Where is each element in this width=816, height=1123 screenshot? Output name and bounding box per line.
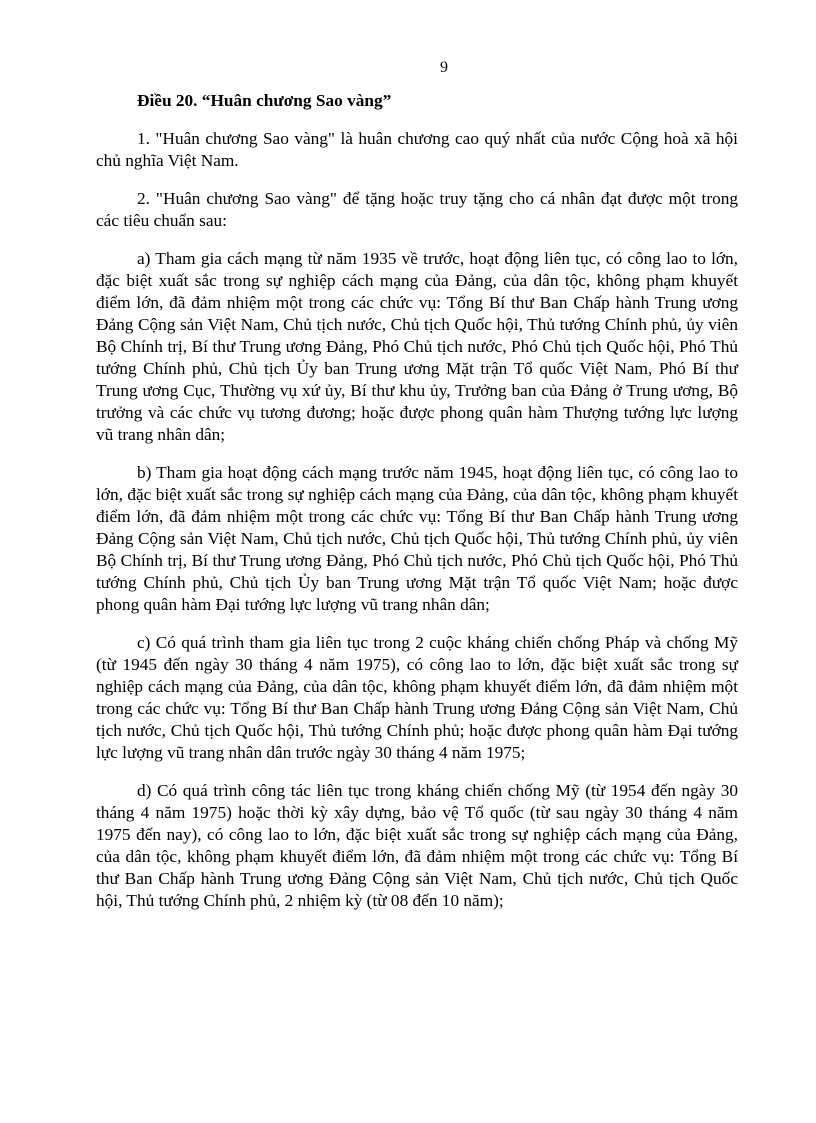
article-title: Điều 20. “Huân chương Sao vàng” — [137, 91, 392, 110]
criterion-d: d) Có quá trình công tác liên tục trong kháng chiến chống Mỹ (từ 1954 đến ngày 30 tháng 4 năm 1975) hoặc thời kỳ xây dựng, bảo vệ Tổ quốc (từ sau ngày 30 tháng 4 năm 1975 đến nay), có công lao to lớn, đặc biệt xuất sắc trong sự nghiệp cách mạng của Đảng, của dân tộc, không phạm khuyết điểm lớn, đã đảm nhiệm một trong các chức vụ: Tổng Bí thư Ban Chấp hành Trung ương Đảng Cộng sản Việt Nam, Chủ tịch nước, Chủ tịch Quốc hội, Thủ tướng Chính phủ, 2 nhiệm kỳ (từ 08 đến 10 năm); — [96, 781, 738, 910]
page-number: 9 — [440, 59, 448, 76]
article-content — [96, 90, 738, 928]
criterion-c: c) Có quá trình tham gia liên tục trong 2 cuộc kháng chiến chống Pháp và chống Mỹ (từ 1945 đến ngày 30 tháng 4 năm 1975), có công lao to lớn, đặc biệt xuất sắc trong sự nghiệp cách mạng của Đảng, của dân tộc, không phạm khuyết điểm lớn, đã đảm nhiệm một trong các chức vụ: Tổng Bí thư Ban Chấp hành Trung ương Đảng Cộng sản Việt Nam, Chủ tịch nước, Chủ tịch Quốc hội, Thủ tướng Chính phủ; hoặc được phong quân hàm Đại tướng lực lượng vũ trang nhân dân trước ngày 30 tháng 4 năm 1975; — [96, 633, 738, 762]
clause-2: 2. "Huân chương Sao vàng" để tặng hoặc truy tặng cho cá nhân đạt được một trong các tiêu chuẩn sau: — [96, 189, 738, 230]
criterion-b: b) Tham gia hoạt động cách mạng trước năm 1945, hoạt động liên tục, có công lao to lớn, đặc biệt xuất sắc trong sự nghiệp cách mạng của Đảng, của dân tộc, không phạm khuyết điểm lớn, đã đảm nhiệm một trong các chức vụ: Tổng Bí thư Ban Chấp hành Trung ương Đảng Cộng sản Việt Nam, Chủ tịch nước, Chủ tịch Quốc hội, Thủ tướng Chính phủ, ủy viên Bộ Chính trị, Bí thư Trung ương Đảng, Phó Chủ tịch nước, Phó Chủ tịch Quốc hội, Phó Thủ tướng Chính phủ, Chủ tịch Ủy ban Trung ương Mặt trận Tổ quốc Việt Nam; hoặc được phong quân hàm Đại tướng lực lượng vũ trang nhân dân; — [96, 463, 738, 614]
clause-1: 1. "Huân chương Sao vàng" là huân chương cao quý nhất của nước Cộng hoà xã hội chủ nghĩa Việt Nam. — [96, 129, 738, 170]
criterion-a: a) Tham gia cách mạng từ năm 1935 về trước, hoạt động liên tục, có công lao to lớn, đặc biệt xuất sắc trong sự nghiệp cách mạng của Đảng, của dân tộc, không phạm khuyết điểm lớn, đã đảm nhiệm một trong các chức vụ: Tổng Bí thư Ban Chấp hành Trung ương Đảng Cộng sản Việt Nam, Chủ tịch nước, Chủ tịch Quốc hội, Thủ tướng Chính phủ, ủy viên Bộ Chính trị, Bí thư Trung ương Đảng, Phó Chủ tịch nước, Phó Chủ tịch Quốc hội, Phó Thủ tướng Chính phủ, Chủ tịch Ủy ban Trung ương Mặt trận Tổ quốc Việt Nam, Phó Bí thư Trung ương Cục, Thường vụ xứ ủy, Bí thư khu ủy, Trưởng ban của Đảng ở Trung ương, Bộ trưởng và các chức vụ tương đương; hoặc được phong quân hàm Thượng tướng lực lượng vũ trang nhân dân; — [96, 249, 738, 444]
